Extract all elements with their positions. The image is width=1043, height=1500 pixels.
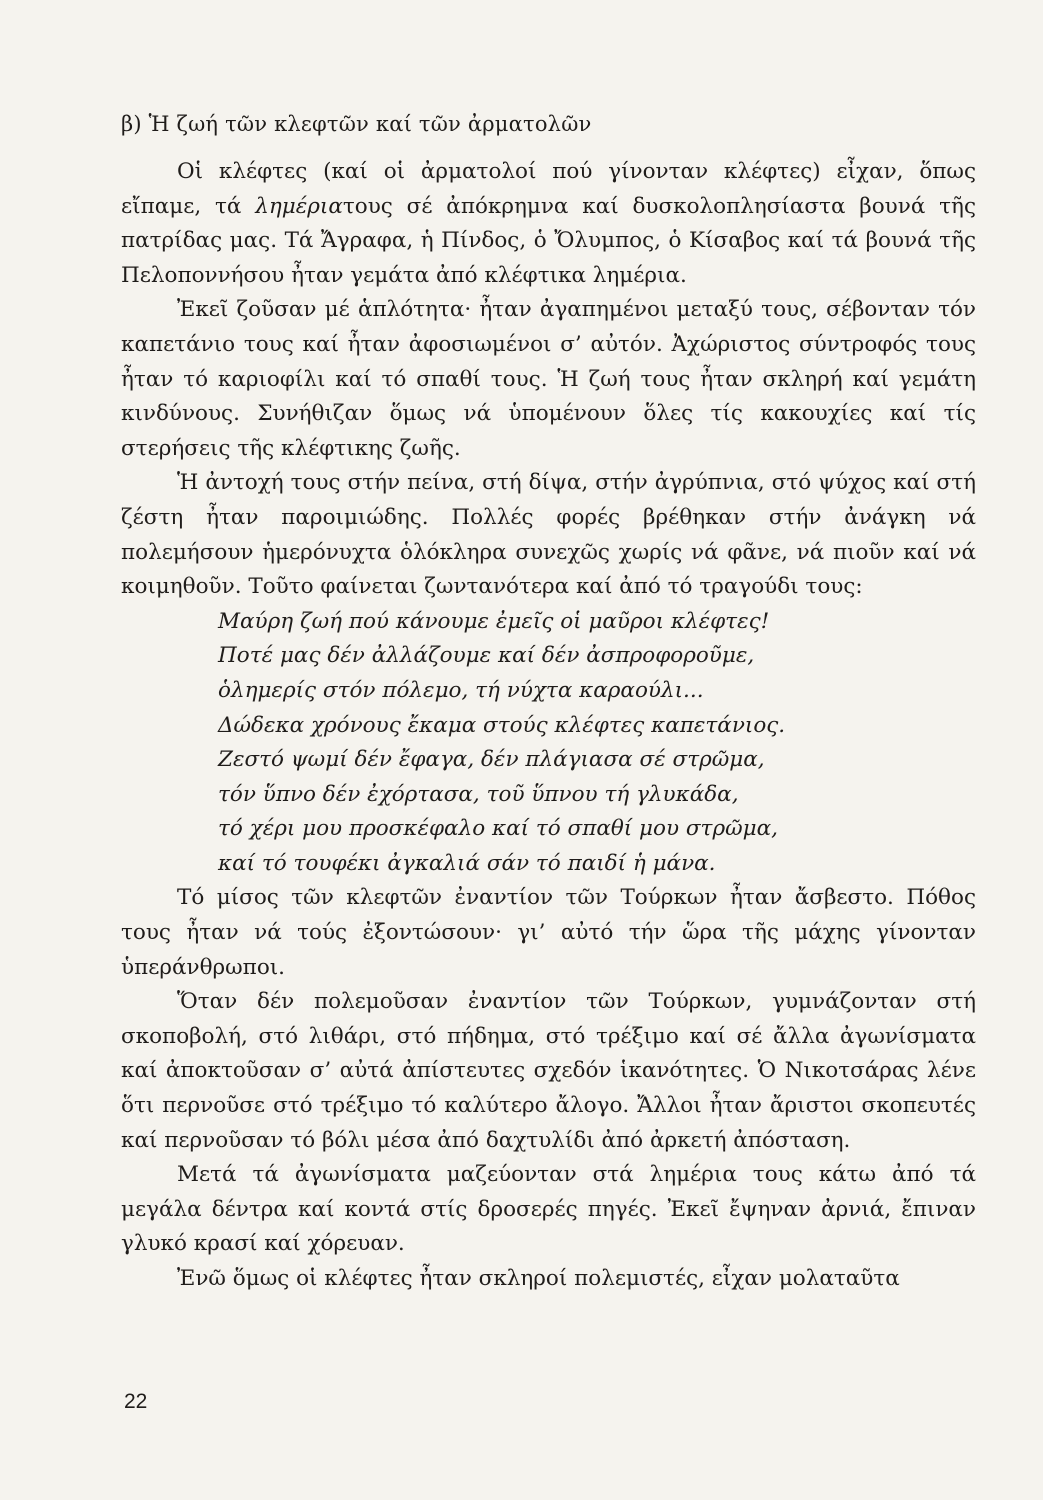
paragraph-1-start: Οἱ κλέφτες (καί οἱ ἀρματολοί πού γίνονταν κλέφτες) εἶχαν, ὅπως εἴπαμε, τά [121, 159, 976, 219]
page-number: 22 [124, 1390, 148, 1413]
paragraph-1-end: τους σέ ἀπόκρημνα καί δυσκολοπλησίαστα βουνά τῆς πατρίδας μας. Τά Ἄγραφα, ἡ Πίνδος, ὁ Ὄλυμπος, ὁ Κίσαβος καί τά βουνά τῆς Πελοποννήσου ἦταν γεμάτα ἀπό κλέφτικα λημέρια. [121, 193, 976, 288]
folk-song-verse [121, 605, 976, 882]
verse-line: τόν ὕπνο δέν ἐχόρτασα, τοῦ ὕπνου τή γλυκάδα, [218, 781, 739, 807]
paragraph-3: Ἡ ἀντοχή τους στήν πείνα, στή δίψα, στήν ἀγρύπνια, στό ψύχος καί στή ζέστη ἦταν παροιμιώδης. Πολλές φορές βρέθηκαν στήν ἀνάγκη νά πολεμήσουν ἡμερόνυχτα ὁλόκληρα συνεχῶς χωρίς νά φᾶνε, νά πιοῦν καί νά κοιμηθοῦν. Τοῦτο φαίνεται ζωντανότερα καί ἀπό τό τραγούδι τους: [121, 470, 976, 600]
emphasized-word: λημέρια [255, 193, 343, 219]
verse-line: Δώδεκα χρόνους ἔκαμα στούς κλέφτες καπετάνιος. [218, 712, 786, 738]
paragraph-5: Ὅταν δέν πολεμοῦσαν ἐναντίον τῶν Τούρκων, γυμνάζονταν στή σκοποβολή, στό λιθάρι, στό πήδημα, στό τρέξιμο καί σέ ἄλλα ἀγωνίσματα καί ἀποκτοῦσαν σ’ αὐτά ἀπίστευτες σχεδόν ἱκανότητες. Ὁ Νικοτσάρας λένε ὅτι περνοῦσε στό τρέξιμο τό καλύτερο ἄλογο. Ἄλλοι ἦταν ἄριστοι σκοπευτές καί περνοῦσαν τό βόλι μέσα ἀπό δαχτυλίδι ἀπό ἀρκετή ἀπόσταση. [121, 989, 976, 1153]
verse-line: Μαύρη ζωή πού κάνουμε ἐμεῖς οἱ μαῦροι κλέφτες! [218, 608, 770, 634]
paragraph-2: Ἐκεῖ ζοῦσαν μέ ἁπλότητα· ἦταν ἀγαπημένοι μεταξύ τους, σέβονταν τόν καπετάνιο τους καί ἦταν ἀφοσιωμένοι σ’ αὐτόν. Ἀχώριστος σύντροφός τους ἦταν τό καριοφίλι καί τό σπαθί τους. Ἡ ζωή τους ἦταν σκληρή καί γεμάτη κινδύνους. Συνήθιζαν ὅμως νά ὑπομένουν ὅλες τίς κακουχίες καί τίς στερήσεις τῆς κλέφτικης ζωῆς. [121, 297, 976, 461]
section-heading: β) Ἡ ζωή τῶν κλεφτῶν καί τῶν ἀρματολῶν [121, 112, 592, 136]
verse-line: τό χέρι μου προσκέφαλο καί τό σπαθί μου στρῶμα, [218, 816, 778, 842]
verse-line: Ποτέ μας δέν ἀλλάζουμε καί δέν ἀσπροφοροῦμε, [218, 643, 755, 669]
paragraph-4: Τό μίσος τῶν κλεφτῶν ἐναντίον τῶν Τούρκων ἦταν ἄσβεστο. Πόθος τους ἦταν νά τούς ἐξοντώσουν· γι’ αὐτό τήν ὥρα τῆς μάχης γίνονταν ὑπεράνθρωποι. [121, 885, 976, 980]
paragraph-6: Μετά τά ἀγωνίσματα μαζεύονταν στά λημέρια τους κάτω ἀπό τά μεγάλα δέντρα καί κοντά στίς δροσερές πηγές. Ἐκεῖ ἔψηναν ἀρνιά, ἔπιναν γλυκό κρασί καί χόρευαν. [121, 1162, 976, 1257]
verse-line: Ζεστό ψωμί δέν ἔφαγα, δέν πλάγιασα σέ στρῶμα, [218, 747, 765, 773]
verse-line: ὁλημερίς στόν πόλεμο, τή νύχτα καραούλι... [218, 677, 704, 703]
body-text [121, 155, 976, 1297]
paragraph-1 [121, 155, 976, 293]
verse-line: καί τό τουφέκι ἀγκαλιά σάν τό παιδί ἡ μάνα. [218, 850, 716, 876]
paragraph-7: Ἐνῶ ὅμως οἱ κλέφτες ἦταν σκληροί πολεμιστές, εἶχαν μολαταῦτα [177, 1266, 900, 1291]
